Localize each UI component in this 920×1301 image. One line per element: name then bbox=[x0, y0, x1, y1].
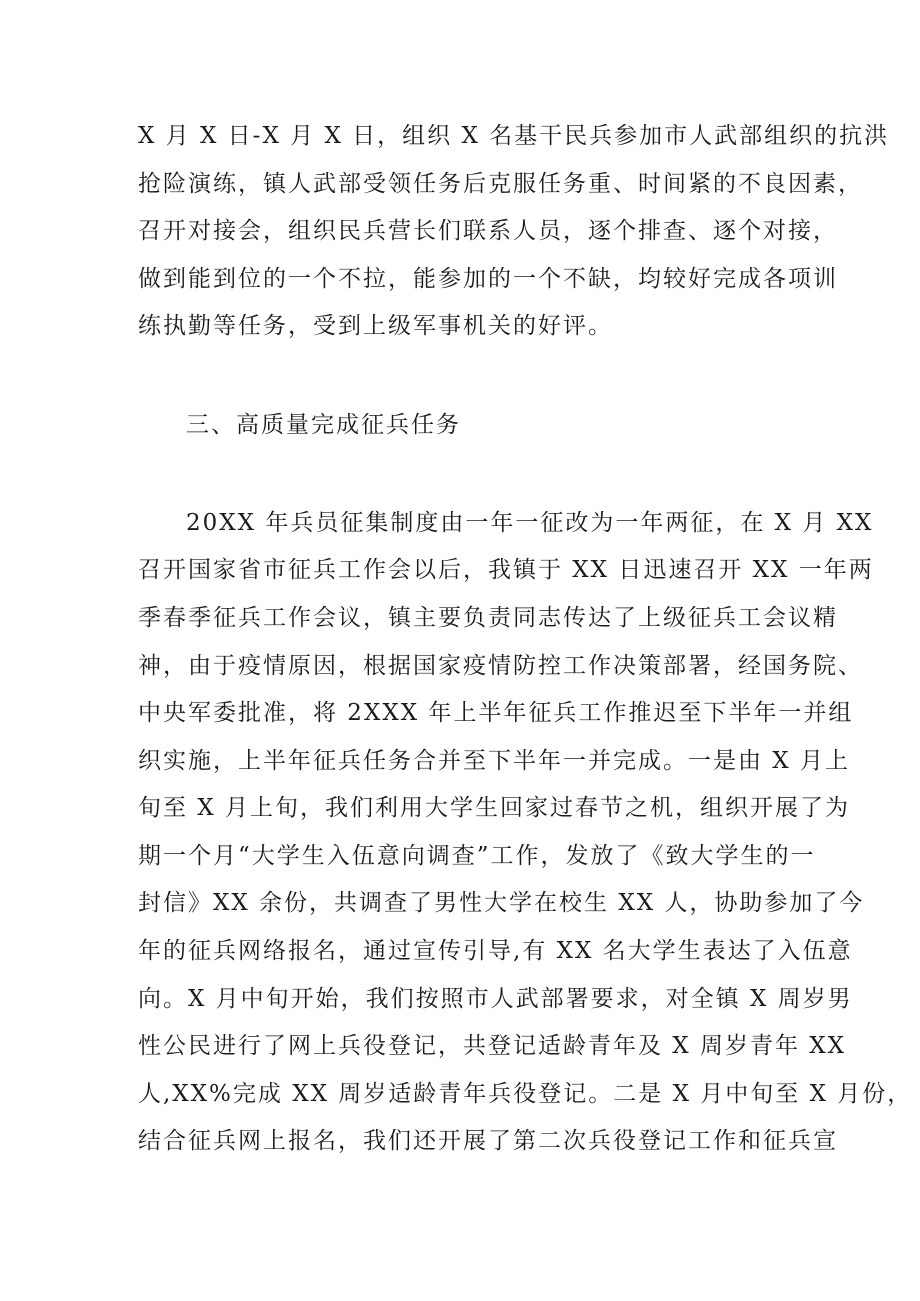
paragraph-2-line-8: 期一个月“大学生入伍意向调查”工作，发放了《致大学生的一 bbox=[138, 843, 816, 869]
paragraph-2-line-14: 结合征兵网上报名，我们还开展了第二次兵役登记工作和征兵宣 bbox=[138, 1128, 838, 1154]
paragraph-2-line-9: 封信》XX 余份，共调查了男性大学在校生 XX 人，协助参加了今 bbox=[138, 890, 865, 916]
paragraph-1-line-3: 召开对接会，组织民兵营长们联系人员，逐个排查、逐个对接， bbox=[138, 218, 838, 244]
paragraph-2-line-10: 年的征兵网络报名，通过宣传引导,有 XX 名大学生表达了入伍意 bbox=[138, 938, 853, 964]
paragraph-2-line-12: 性公民进行了网上兵役登记，共登记适龄青年及 X 周岁青年 XX bbox=[138, 1033, 847, 1059]
paragraph-2-line-11: 向。X 月中旬开始，我们按照市人武部署要求，对全镇 X 周岁男 bbox=[138, 986, 853, 1012]
paragraph-2-line-7: 旬至 X 月上旬，我们利用大学生回家过春节之机，组织开展了为 bbox=[138, 795, 850, 821]
paragraph-1-line-2: 抢险演练，镇人武部受领任务后克服任务重、时间紧的不良因素， bbox=[138, 171, 863, 197]
paragraph-2-line-6: 织实施，上半年征兵任务合并至下半年一并完成。一是由 X 月上 bbox=[138, 748, 850, 774]
paragraph-1-line-4: 做到能到位的一个不拉，能参加的一个不缺，均较好完成各项训 bbox=[138, 266, 838, 292]
paragraph-2-line-5: 中央军委批准，将 2XXX 年上半年征兵工作推迟至下半年一并组 bbox=[138, 700, 854, 726]
section-heading: 三、高质量完成征兵任务 bbox=[186, 412, 461, 438]
paragraph-2-line-2: 召开国家省市征兵工作会以后，我镇于 XX 日迅速召开 XX 一年两 bbox=[138, 557, 874, 583]
paragraph-2-line-1: 20XX 年兵员征集制度由一年一征改为一年两征，在 X 月 XX bbox=[186, 510, 874, 536]
paragraph-1-line-1: X 月 X 日-X 月 X 日，组织 X 名基干民兵参加市人武部组织的抗洪 bbox=[138, 123, 890, 149]
paragraph-1-line-5: 练执勤等任务，受到上级军事机关的好评。 bbox=[138, 313, 613, 339]
paragraph-2-line-13: 人,XX%完成 XX 周岁适龄青年兵役登记。二是 X 月中旬至 X 月份， bbox=[138, 1081, 913, 1107]
paragraph-2-line-4: 神，由于疫情原因，根据国家疫情防控工作决策部署，经国务院、 bbox=[138, 653, 863, 679]
paragraph-2-line-3: 季春季征兵工作会议，镇主要负责同志传达了上级征兵工会议精 bbox=[138, 605, 838, 631]
